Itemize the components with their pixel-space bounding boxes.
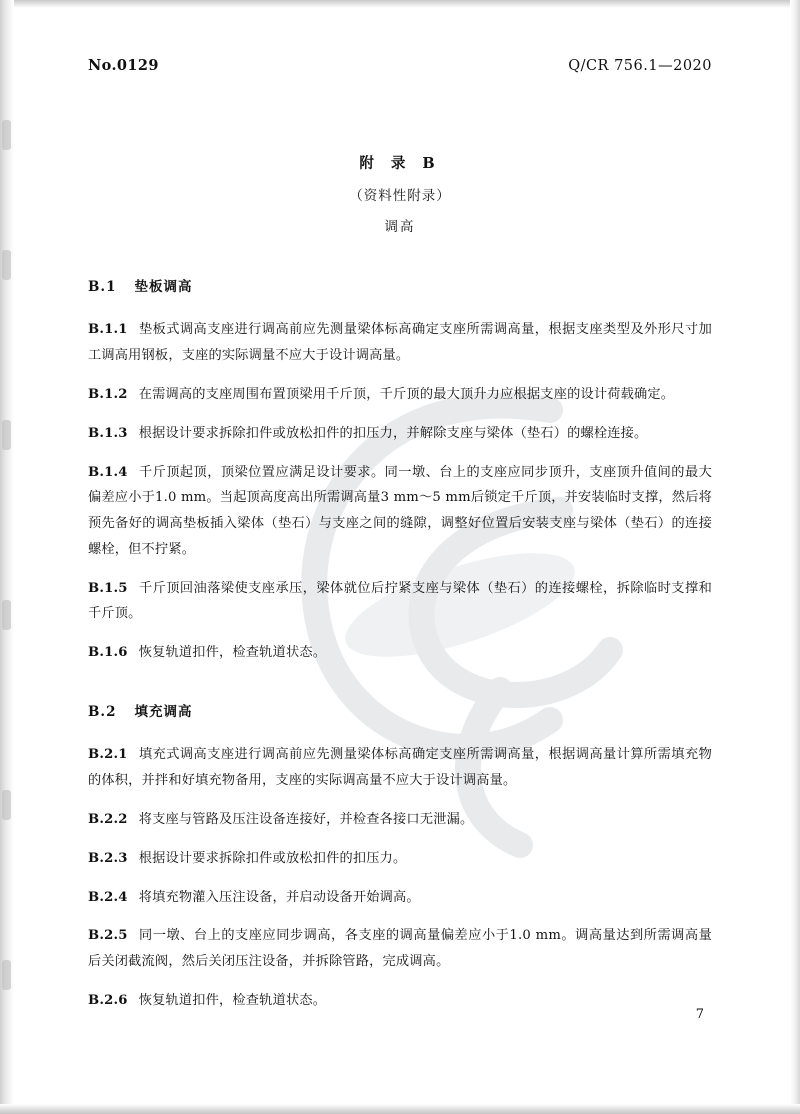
clause-number: B.1.1 <box>88 322 128 337</box>
clause-number: B.2.5 <box>88 928 128 944</box>
clause-text: 千斤顶回油落梁使支座承压，梁体就位后拧紧支座与梁体（垫石）的连接螺栓，拆除临时支撑和千斤顶。 <box>88 580 712 622</box>
annex-name: 调高 <box>384 219 416 235</box>
clause-number: B.1.5 <box>88 580 128 596</box>
section-b1 <box>88 275 712 666</box>
section-b2 <box>88 700 712 1014</box>
clause <box>88 460 712 563</box>
page-number: 7 <box>695 1007 704 1022</box>
section-b1-heading <box>88 275 712 295</box>
clause-text: 根据设计要求拆除扣件或放松扣件的扣压力，并解除支座与梁体（垫石）的螺栓连接。 <box>138 425 648 441</box>
section-b1-number: B.1 <box>88 279 117 295</box>
clause-number: B.1.4 <box>88 464 128 480</box>
scan-edge-bottom <box>0 1104 800 1114</box>
clause <box>88 807 712 833</box>
clause <box>88 846 712 872</box>
clause-number: B.2.2 <box>88 811 128 827</box>
clause-text: 恢复轨道扣件，检查轨道状态。 <box>138 993 327 1009</box>
clause-number: B.2.1 <box>88 747 128 763</box>
clause-number: B.1.3 <box>88 425 128 441</box>
clause <box>88 382 712 408</box>
clause-text: 同一墩、台上的支座应同步调高，各支座的调高量偏差应小于1.0 mm。调高量达到所需调高量后关闭截流阀，然后关闭压注设备，并拆除管路，完成调高。 <box>88 928 712 970</box>
clause-number: B.2.4 <box>88 889 128 905</box>
clause-text: 根据设计要求拆除扣件或放松扣件的扣压力。 <box>138 850 407 866</box>
page-header <box>88 0 712 74</box>
section-b2-number: B.2 <box>88 704 117 721</box>
annex-title: 附 录 B <box>359 155 441 172</box>
clause <box>88 885 712 911</box>
clause-text: 恢复轨道扣件，检查轨道状态。 <box>138 645 327 661</box>
clause <box>88 640 712 666</box>
clause-text: 千斤顶起顶，顶梁位置应满足设计要求。同一墩、台上的支座应同步顶升，支座顶升值间的最大偏差应小于1.0 mm。当起顶高度高出所需调高量3 mm～5 mm后锁定千斤顶，并安装临时支撑，然后将预先备好的调高垫板插入梁体（垫石）与支座之间的缝隙，调整好位置后安装支座与梁体（垫石）的连接螺栓，但不拧紧。 <box>88 464 712 557</box>
clause <box>88 742 712 793</box>
clause-text: 将支座与管路及压注设备连接好，并检查各接口无泄漏。 <box>138 811 474 827</box>
section-b1-title: 垫板调高 <box>134 279 193 295</box>
annex-heading-block <box>88 152 712 235</box>
clause-text: 填充式调高支座进行调高前应先测量梁体标高确定支座所需调高量，根据调高量计算所需填充物的体积，并拌和好填充物备用，支座的实际调高量不应大于设计调高量。 <box>88 747 712 788</box>
section-b2-title: 填充调高 <box>134 704 193 721</box>
clause-text: 垫板式调高支座进行调高前应先测量梁体标高确定支座所需调高量，根据支座类型及外形尺寸加工调高用钢板，支座的实际调量不应大于设计调高量。 <box>88 322 712 363</box>
clause-text: 在需调高的支座周围布置顶梁用千斤顶，千斤顶的最大顶升力应根据支座的设计荷载确定。 <box>138 386 675 402</box>
clause <box>88 923 712 974</box>
clause <box>88 576 712 627</box>
section-b2-heading <box>88 700 712 720</box>
clause-number: B.2.6 <box>88 993 128 1009</box>
clause <box>88 988 712 1014</box>
clause <box>88 421 712 447</box>
annex-kind: （资料性附录） <box>349 188 451 204</box>
clause-number: B.1.6 <box>88 645 128 661</box>
document-number: No.0129 <box>88 57 159 74</box>
clause <box>88 317 712 368</box>
clause-number: B.2.3 <box>88 850 128 866</box>
standard-number: Q/CR 756.1—2020 <box>568 58 712 74</box>
clause-text: 将填充物灌入压注设备，并启动设备开始调高。 <box>138 889 420 905</box>
clause-number: B.1.2 <box>88 386 128 402</box>
